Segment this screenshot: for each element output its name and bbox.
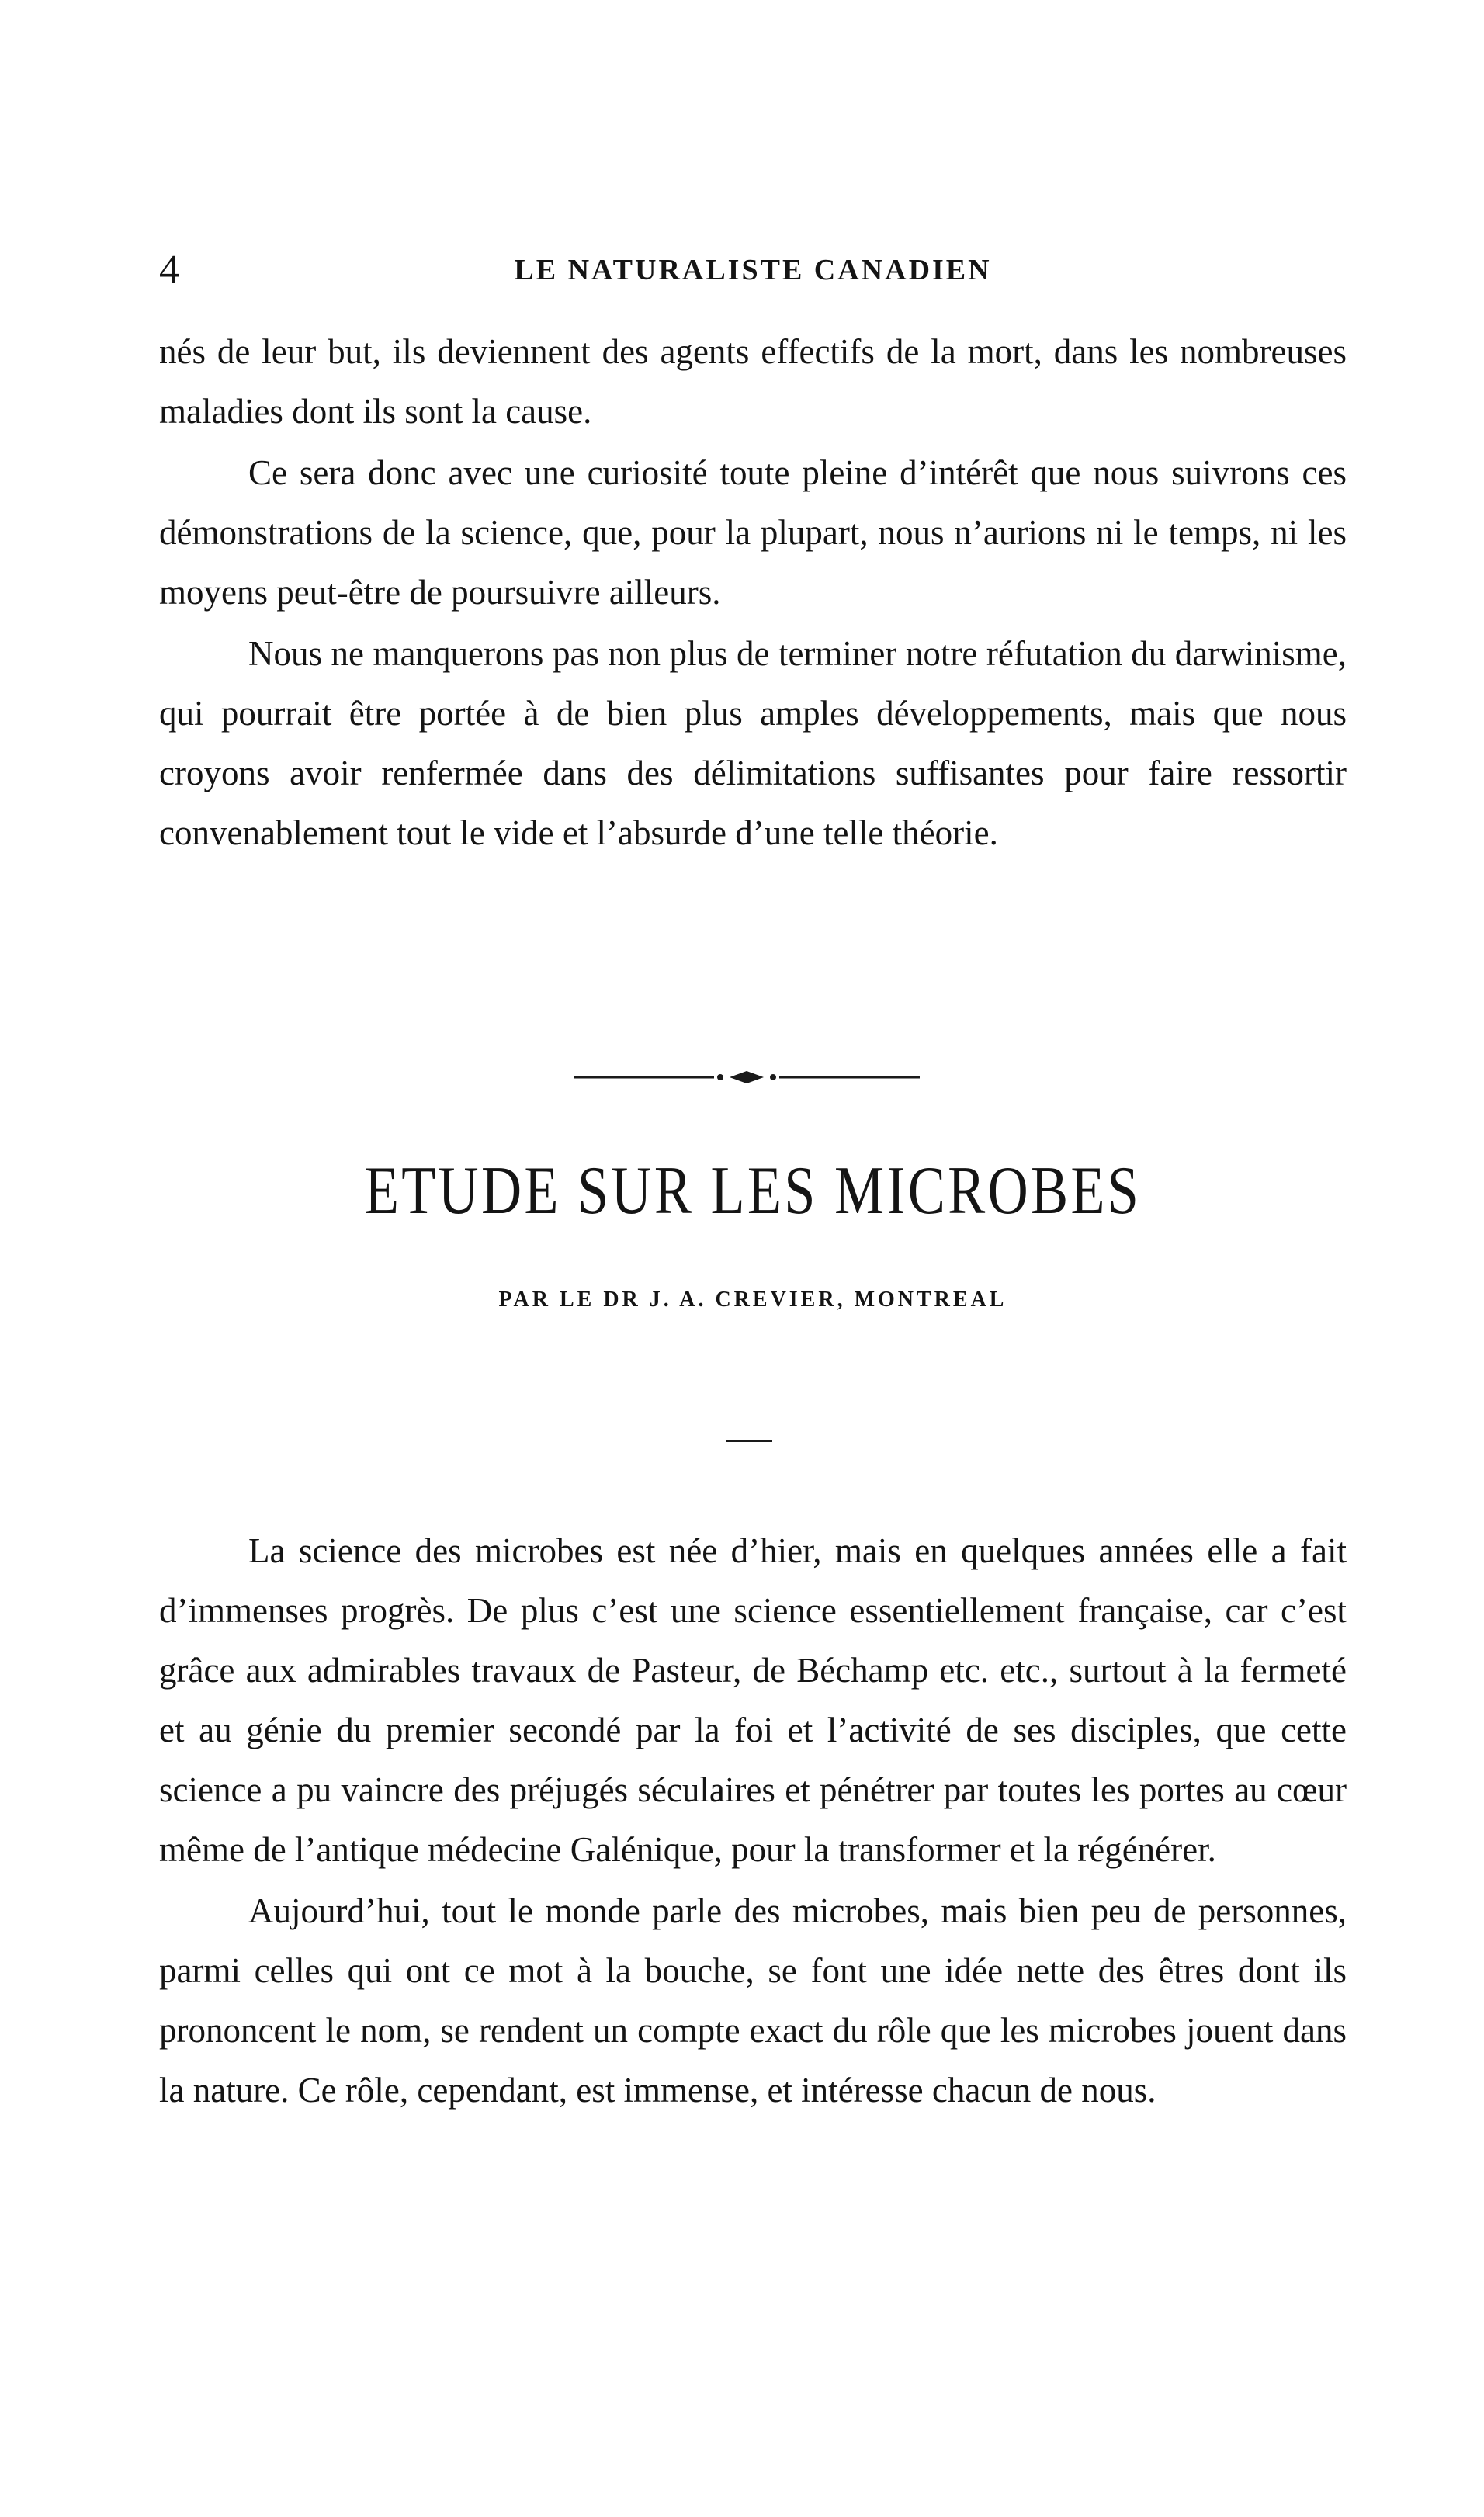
paragraph: nés de leur but, ils deviennent des agents effectifs de la mort, dans les nombreuses maladies dont ils sont la cause. — [159, 332, 1347, 431]
paragraph: Nous ne manquerons pas non plus de terminer notre réfutation du darwinisme, qui pourrait être portée à de bien plus amples développements, mais que nous croyons avoir renfermée dans des délimitations suffisantes pour faire ressortir convenablement tout le vide et l’absurde d’une telle théorie. — [159, 634, 1347, 852]
title-rule — [726, 1440, 772, 1442]
section-divider-ornament — [574, 1067, 920, 1086]
paragraph: Aujourd’hui, tout le monde parle des microbes, mais bien peu de personnes, parmi celles qui ont ce mot à la bouche, se font une idée nette des êtres dont ils prononcent le nom, se rendent un compte exact du rôle que les microbes jouent dans la nature. Ce rôle, cependant, est immense, et intéresse chacun de nous. — [159, 1891, 1347, 2110]
article-byline: PAR LE DR J. A. CREVIER, MONTREAL — [498, 1288, 1007, 1312]
paragraph: La science des microbes est née d’hier, mais en quelques années elle a fait d’immenses progrès. De plus c’est une science essentiellement française, car c’est grâce aux admirables travaux de Pasteur, de Béchamp etc. etc., surtout à la fermeté et au génie du premier secondé par la foi et l’activité de ses disciples, que cette science a pu vaincre des préjugés séculaires et pénétrer par toutes les portes au cœur même de l’antique médecine Galénique, pour la transformer et la régénérer. — [159, 1531, 1347, 1869]
paragraph: Ce sera donc avec une curiosité toute pleine d’intérêt que nous suivrons ces démonstrations de la science, que, pour la plupart, nous n’aurions ni le temps, ni les moyens peut-être de poursuivre ailleurs. — [159, 453, 1347, 612]
continued-text — [159, 322, 1347, 863]
running-head: LE NATURALISTE CANADIEN — [514, 254, 992, 286]
page-number: 4 — [159, 248, 179, 292]
article-title: ETUDE SUR LES MICROBES — [364, 1153, 1142, 1229]
article-body — [159, 1521, 1347, 2120]
page-header — [159, 247, 1347, 293]
